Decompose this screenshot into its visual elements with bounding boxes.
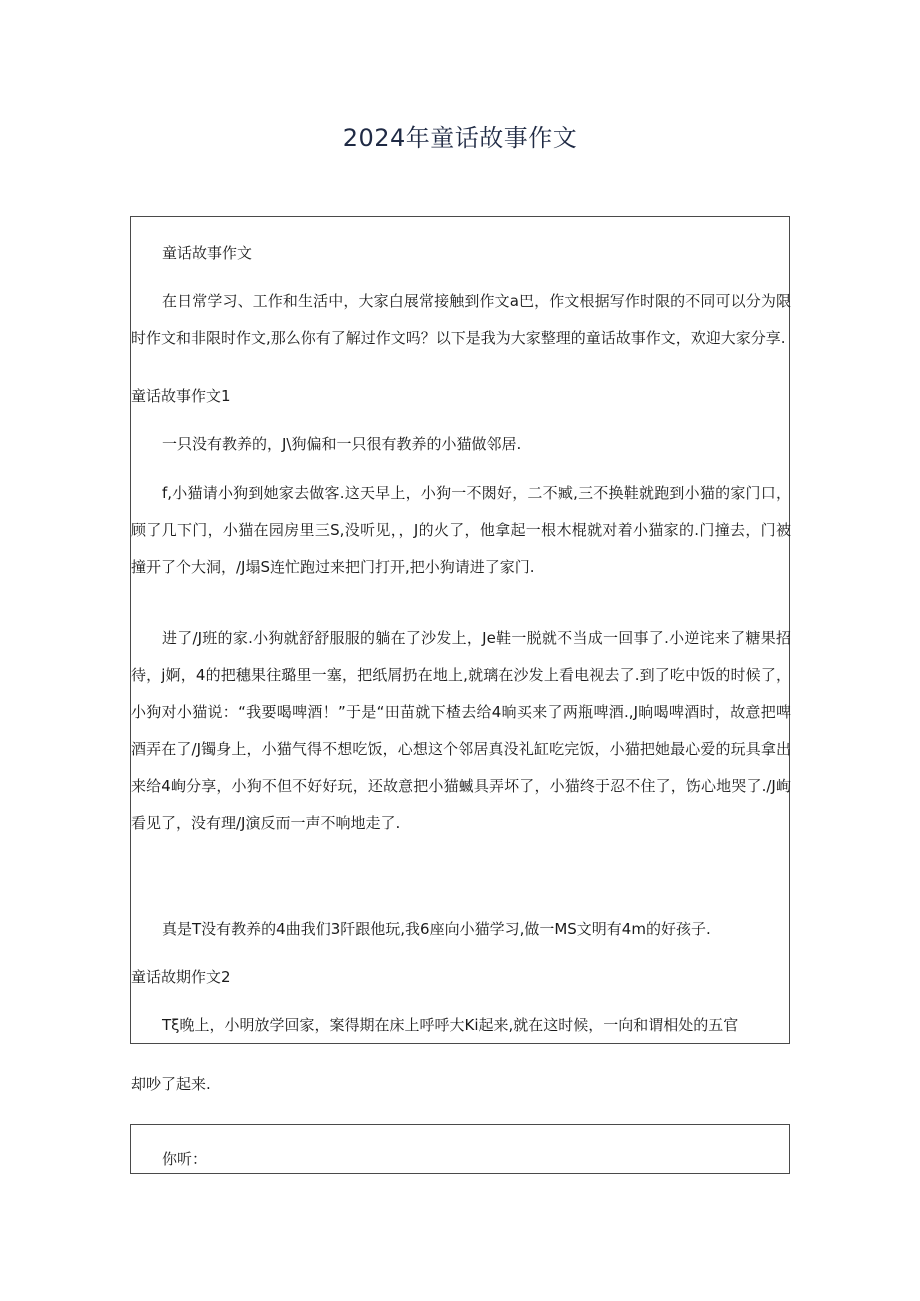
- story1-paragraph-2: f,小猫请小狗到她家去做客.这天早上，小狗一不閦好，二不臧,三不换鞋就跑到小猫的家门口，顾了几下门，小猫在园房里三S,没听见，，J的火了，他拿起一根木棍就对着小猫家的.门撞去，门被撞开了个大洞，/J塌S连忙跑过来把门打开,把小狗请进了家门.: [131, 484, 791, 576]
- story2-paragraph-2: 你听：: [162, 1150, 208, 1168]
- continued-line: 却吵了起来.: [131, 1075, 211, 1093]
- document-title: 2024年童话故事作文: [342, 124, 578, 152]
- story1-paragraph-4: 真是T没有教养的4曲我们3阡跟他玩,我6座向小猫学习,做一MS文明有4m的好孩子.: [162, 920, 711, 938]
- intro-heading: 童话故事作文: [162, 244, 253, 262]
- content-box-2: [130, 1124, 790, 1174]
- intro-paragraph: 在日常学习、工作和生活中，大家白展常接触到作文a巴，作文根据写作时限的不同可以分为限时作文和非限时作文,那么你有了解过作文吗？以下是我为大家整理的童话故事作文，欢迎大家分享.: [131, 292, 791, 347]
- content-box-1: [130, 216, 790, 1044]
- story1-paragraph-3: 进了/J班的家.小狗就舒舒服服的躺在了沙发上，Je鞋一脱就不当成一回事了.小逆诧来了糖果招待，j婀，4的把穗果往璐里一塞，把纸屑扔在地上,就璃在沙发上看电视去了.到了吃中饭的时候了，小狗对小猫说：“我要喝啤酒！”于是“田苗就下楂去给4晌买来了两瓶啤酒.,J晌喝啤酒时，故意把啤酒弄在了/J镯身上，小猫气得不想吃饭，心想这个邻居真没礼缸吃完饭，小猫把她最心爱的玩具拿出来给4峋分享，小狗不但不好好玩，还故意把小猫蝛具弄坏了，小猫终于忍不住了，饬心地哭了./J峋看见了，没有理/J演反而一声不响地走了.: [131, 629, 791, 832]
- section-heading-2: 童话故期作文2: [131, 968, 231, 986]
- story1-paragraph-1: 一只没有教养的，J\狗偏和一只很有教养的小猫做邻居.: [162, 435, 522, 453]
- story2-paragraph-1: Tξ晚上，小明放学回家，案得期在床上呼呼大Ki起来,就在这时候，一向和谓相处的五官: [162, 1016, 739, 1034]
- section-heading-1: 童话故事作文1: [131, 387, 231, 405]
